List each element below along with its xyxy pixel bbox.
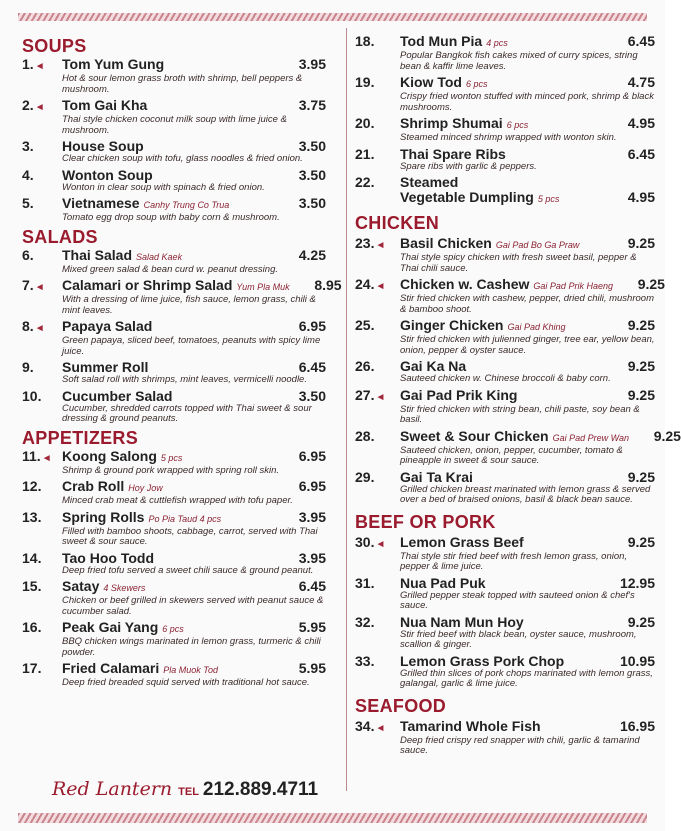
item-alt-name: 4 Skewers	[103, 583, 146, 593]
menu-item-14	[22, 551, 326, 577]
menu-item-11	[22, 449, 326, 477]
item-price: 5.95	[298, 660, 326, 676]
item-price: 6.45	[298, 578, 326, 594]
menu-item-30	[355, 535, 655, 573]
item-alt-name: Yum Pla Muk	[236, 282, 290, 292]
spicy-icon: ◄	[375, 391, 386, 403]
item-description: Grilled pepper steak topped with sauteed onion & chef's sauce.	[400, 589, 635, 611]
item-name: Basil Chicken	[400, 235, 492, 251]
item-name: Papaya Salad	[62, 318, 153, 334]
item-price: 9.25	[627, 468, 655, 485]
phone-number[interactable]: 212.889.4711	[202, 779, 319, 800]
item-number: 28.	[355, 427, 375, 444]
item-alt-name: Salad Kaek	[136, 251, 183, 262]
item-price: 6.95	[298, 478, 326, 494]
item-number: 4.	[22, 166, 34, 183]
item-number: 11.	[22, 447, 41, 464]
item-description: Grilled chicken breast marinated with lemon grass & served over a bed of braised onions, basil & black bean sauce.	[400, 483, 651, 505]
item-price: 4.95	[627, 189, 655, 205]
item-name: Nua Nam Mun Hoy	[400, 613, 524, 630]
item-description: Chicken or beef grilled in skewers served with peanut sauce & cucumber salad.	[62, 595, 324, 617]
item-price: 3.95	[298, 549, 326, 566]
restaurant-footer	[52, 778, 318, 801]
menu-item-15	[22, 579, 326, 617]
item-number: 33.	[355, 652, 375, 669]
item-description: Shrimp & ground pork wrapped with spring roll skin.	[62, 464, 280, 476]
item-price: 16.95	[619, 717, 655, 734]
item-alt-name: Gai Pad Bo Ga Praw	[495, 240, 580, 250]
item-alt-name: Gai Pad Khing	[507, 322, 566, 332]
item-name: Kiow Tod	[400, 74, 462, 90]
spicy-icon: ◄	[34, 61, 45, 72]
spicy-icon: ◄	[34, 282, 45, 293]
menu-item-34	[355, 719, 655, 757]
item-price: 6.45	[298, 359, 326, 375]
menu-item-7	[22, 277, 342, 316]
item-number: 26.	[355, 358, 375, 374]
spicy-icon: ◄	[41, 452, 52, 464]
item-name: Lemon Grass Pork Chop	[400, 652, 565, 669]
item-description: Deep fried crispy red snapper with chili, garlic & tamarind sauce.	[400, 734, 640, 756]
item-description: Deep fried tofu served a sweet chili sauce & ground peanut.	[62, 564, 314, 576]
item-name: Tom Gai Kha	[62, 97, 148, 113]
item-name: House Soup	[62, 138, 144, 154]
item-description: Green papaya, sliced beef, tomatoes, peanuts with spicy lime juice.	[62, 335, 321, 357]
item-description: Stir fried chicken with julienned ginger, tree ear, yellow bean, onion, pepper & oyster sauce.	[400, 334, 655, 356]
item-name: Calamari or Shrimp Salad	[62, 277, 233, 293]
spicy-icon: ◄	[375, 722, 386, 734]
item-alt-name: Hoy Jow	[128, 483, 163, 493]
item-number: 29.	[355, 468, 375, 485]
item-price: 3.50	[298, 387, 326, 404]
item-price: 3.50	[298, 166, 326, 183]
section-title-appetizers: APPETIZERS	[22, 427, 139, 448]
restaurant-name: Red Lantern	[52, 778, 173, 800]
item-price: 9.25	[627, 358, 655, 374]
item-price: 3.95	[298, 56, 326, 72]
item-price: 6.95	[298, 318, 326, 334]
item-name: Shrimp Shumai	[400, 115, 503, 131]
menu-item-5	[22, 196, 326, 224]
top-border	[18, 13, 647, 21]
item-description: Thai style chicken coconut milk soup with lime juice & mushroom.	[62, 114, 287, 136]
item-price: 3.75	[298, 97, 326, 113]
item-description: Spare ribs with garlic & peppers.	[400, 160, 537, 172]
item-description: Thai style spicy chicken with fresh sweet basil, pepper & Thai chili sauce.	[400, 252, 637, 274]
item-name: Chicken w. Cashew	[400, 276, 530, 292]
item-number: 24.	[355, 276, 375, 292]
menu-item-28	[355, 427, 681, 467]
item-number: 25.	[355, 317, 375, 333]
item-alt-name: 6 pcs	[162, 624, 184, 634]
menu-item-13	[22, 510, 326, 548]
item-number: 12.	[22, 478, 42, 494]
item-alt-name: 6 pcs	[465, 79, 488, 89]
bottom-border	[18, 813, 647, 823]
menu-item-17	[22, 661, 326, 689]
item-name: Fried Calamari	[62, 660, 160, 676]
menu-item-33	[355, 654, 655, 690]
item-alt-name: 4 pcs	[486, 38, 508, 48]
item-price: 3.50	[298, 138, 326, 154]
item-name: Steamed	[400, 174, 459, 190]
item-number: 14.	[22, 549, 42, 566]
item-name: Sweet & Sour Chicken	[400, 427, 549, 444]
item-price: 9.25	[627, 533, 655, 550]
item-name: Thai Spare Ribs	[400, 145, 506, 162]
item-description: Sauteed chicken w. Chinese broccoli & baby corn.	[400, 373, 611, 384]
item-description: Popular Bangkok fish cakes mixed of curry spices, string bean & kaffir lime leaves.	[400, 50, 638, 72]
item-name: Spring Rolls	[62, 508, 145, 525]
item-number: 9.	[22, 359, 34, 375]
menu-item-27	[355, 388, 655, 426]
section-title-chicken: CHICKEN	[355, 213, 440, 233]
item-price: 6.45	[627, 33, 655, 49]
tel-label: TEL	[178, 786, 199, 798]
spicy-icon: ◄	[375, 538, 386, 550]
item-price: 9.25	[637, 276, 665, 292]
section-title-seafood: SEAFOOD	[355, 695, 447, 716]
item-name: Vietnamese	[62, 195, 140, 211]
item-number: 21.	[355, 145, 375, 162]
item-description: Steamed minced shrimp wrapped with wonton skin.	[400, 132, 617, 143]
item-description: Sauteed chicken, onion, pepper, cucumber, tomato & pineapple in sweet & sour sauce.	[400, 444, 623, 466]
item-name: Gai Ka Na	[400, 358, 467, 374]
item-price: 5.95	[298, 619, 326, 635]
item-description: Cucumber, shredded carrots topped with Thai sweet & sour dressing & ground peanuts.	[62, 402, 312, 424]
column-divider	[346, 28, 347, 791]
menu-item-2	[22, 98, 326, 136]
item-description: BBQ chicken wings marinated in lemon grass, turmeric & chili powder.	[62, 636, 321, 658]
menu-item-9	[22, 360, 326, 386]
menu-item-4	[22, 168, 326, 194]
item-number: 8.	[22, 318, 34, 334]
menu-item-10	[22, 389, 326, 425]
item-price: 4.75	[627, 74, 655, 90]
item-number: 30.	[355, 533, 375, 550]
item-number: 1.	[22, 56, 34, 72]
menu-item-26	[355, 359, 655, 385]
menu-item-21	[355, 147, 655, 173]
menu-item-12	[22, 479, 326, 507]
item-alt-name: Gai Pad Prik Haeng	[533, 281, 613, 291]
item-alt-name: Canhy Trung Co Trua	[143, 200, 230, 210]
item-description: Thai style stir fried beef with fresh lemon grass, onion, pepper & lime juice.	[400, 550, 628, 572]
item-description: Hot & sour lemon grass broth with shrimp, bell peppers & mushroom.	[62, 73, 303, 95]
menu-item-3	[22, 139, 326, 165]
item-name: Wonton Soup	[62, 166, 153, 183]
item-price: 8.95	[314, 277, 342, 293]
item-price: 9.25	[653, 427, 681, 444]
item-description: Minced crab meat & cuttlefish wrapped with tofu paper.	[62, 495, 293, 506]
item-alt-name: 6 pcs	[506, 120, 529, 130]
item-alt-name: Pla Muok Tod	[163, 665, 218, 675]
item-description: Mixed green salad & bean curd w. peanut dressing.	[62, 263, 278, 275]
item-description: Clear chicken soup with tofu, glass noodles & fried onion.	[62, 153, 303, 164]
item-price: 4.25	[298, 246, 326, 263]
item-price: 9.25	[627, 317, 655, 333]
spicy-icon: ◄	[375, 240, 386, 251]
item-number: 23.	[355, 235, 375, 251]
item-number: 18.	[355, 33, 375, 49]
item-name: Gai Ta Krai	[400, 468, 473, 485]
item-price: 3.50	[298, 195, 326, 211]
item-price: 3.95	[298, 508, 326, 525]
item-number: 19.	[355, 74, 375, 90]
spicy-icon: ◄	[375, 281, 386, 292]
item-alt-name: 5 pcs	[537, 194, 560, 204]
item-name: Tao Hoo Todd	[62, 549, 155, 566]
item-name: Koong Salong	[62, 447, 157, 464]
item-description: Tomato egg drop soup with baby corn & mushroom.	[62, 212, 280, 223]
menu-item-18	[355, 34, 655, 72]
menu-item-24	[355, 276, 665, 315]
menu-item-8	[22, 319, 326, 357]
menu-item-29	[355, 470, 655, 506]
item-number: 16.	[22, 619, 42, 635]
item-number: 20.	[355, 115, 375, 131]
menu-item-22	[355, 175, 655, 207]
menu-item-1	[22, 57, 326, 95]
right-column	[355, 33, 681, 760]
item-number: 34.	[355, 717, 375, 734]
item-number: 7.	[22, 277, 34, 293]
item-number: 10.	[22, 387, 42, 404]
spicy-icon: ◄	[34, 102, 45, 113]
item-alt-name: Gai Pad Prew Wan	[552, 432, 629, 443]
item-name: Ginger Chicken	[400, 317, 504, 333]
item-number: 15.	[22, 578, 42, 594]
item-description: Crispy fried wonton stuffed with minced pork, shrimp & black mushrooms.	[400, 91, 654, 113]
menu-item-16	[22, 620, 326, 658]
item-name: Gai Pad Prik King	[400, 386, 518, 403]
item-price: 9.25	[627, 613, 655, 630]
item-number: 5.	[22, 195, 34, 211]
item-description: Filled with bamboo shoots, cabbage, carrot, served with Thai sweet & sour sauce.	[62, 525, 318, 547]
item-description: Stir fried chicken with string bean, chili paste, soy bean & basil.	[400, 403, 640, 425]
item-number: 3.	[22, 138, 34, 154]
item-name: Nua Pad Puk	[400, 574, 486, 591]
menu-item-32	[355, 615, 655, 651]
item-description: Stir fried beef with black bean, oyster sauce, mushroom, scallion & ginger.	[400, 628, 637, 650]
item-name: Cucumber Salad	[62, 387, 173, 404]
item-name: Tom Yum Gung	[62, 56, 165, 72]
item-number: 2.	[22, 97, 34, 113]
menu-item-23	[355, 236, 655, 274]
item-price: 10.95	[619, 652, 655, 669]
item-price: 9.25	[627, 386, 655, 403]
left-column	[22, 34, 342, 692]
item-number: 13.	[22, 508, 42, 525]
item-price: 6.45	[627, 145, 655, 162]
item-name: Lemon Grass Beef	[400, 533, 524, 550]
item-price: 6.95	[298, 447, 326, 464]
menu-item-31	[355, 576, 655, 612]
menu-item-20	[355, 116, 655, 144]
item-name: Thai Salad	[62, 246, 133, 263]
item-name: Satay	[62, 578, 100, 594]
item-description: Wonton in clear soup with spinach & fried onion.	[62, 181, 265, 193]
menu-item-25	[355, 318, 655, 356]
item-name: Summer Roll	[62, 359, 149, 375]
item-name: Tamarind Whole Fish	[400, 717, 541, 734]
item-number: 6.	[22, 246, 34, 263]
menu-item-6	[22, 248, 326, 276]
item-alt-name: 5 pcs	[160, 452, 183, 463]
item-description: With a dressing of lime juice, fish sauce, lemon grass, chili & mint leaves.	[62, 294, 316, 316]
spicy-icon: ◄	[34, 323, 45, 334]
item-price: 4.95	[627, 115, 655, 131]
menu-item-19	[355, 75, 655, 113]
item-name: Crab Roll	[62, 478, 125, 494]
item-description: Soft salad roll with shrimps, mint leaves, vermicelli noodle.	[62, 374, 307, 385]
item-description: Deep fried breaded squid served with traditional hot sauce.	[62, 677, 310, 688]
item-number: 27.	[355, 386, 375, 403]
item-description: Stir fried chicken with cashew, pepper, dried chili, mushroom & bamboo shoot.	[400, 293, 654, 315]
item-price: 9.25	[627, 235, 655, 251]
item-name: Peak Gai Yang	[62, 619, 159, 635]
item-number: 31.	[355, 574, 375, 591]
section-title-salads: SALADS	[22, 226, 98, 247]
item-name-line2: Vegetable Dumpling	[400, 189, 534, 205]
item-number: 32.	[355, 613, 375, 630]
item-name: Tod Mun Pia	[400, 33, 483, 49]
item-number: 17.	[22, 660, 42, 676]
item-number: 22.	[355, 174, 375, 190]
item-price: 12.95	[619, 574, 655, 591]
item-description: Grilled thin slices of pork chops marinated with lemon grass, galangal, garlic & lime juice.	[400, 667, 653, 689]
section-title-beef-or-pork: BEEF OR PORK	[355, 511, 496, 532]
item-alt-name: Po Pia Taud 4 pcs	[148, 513, 222, 524]
section-title-soups: SOUPS	[22, 36, 87, 56]
